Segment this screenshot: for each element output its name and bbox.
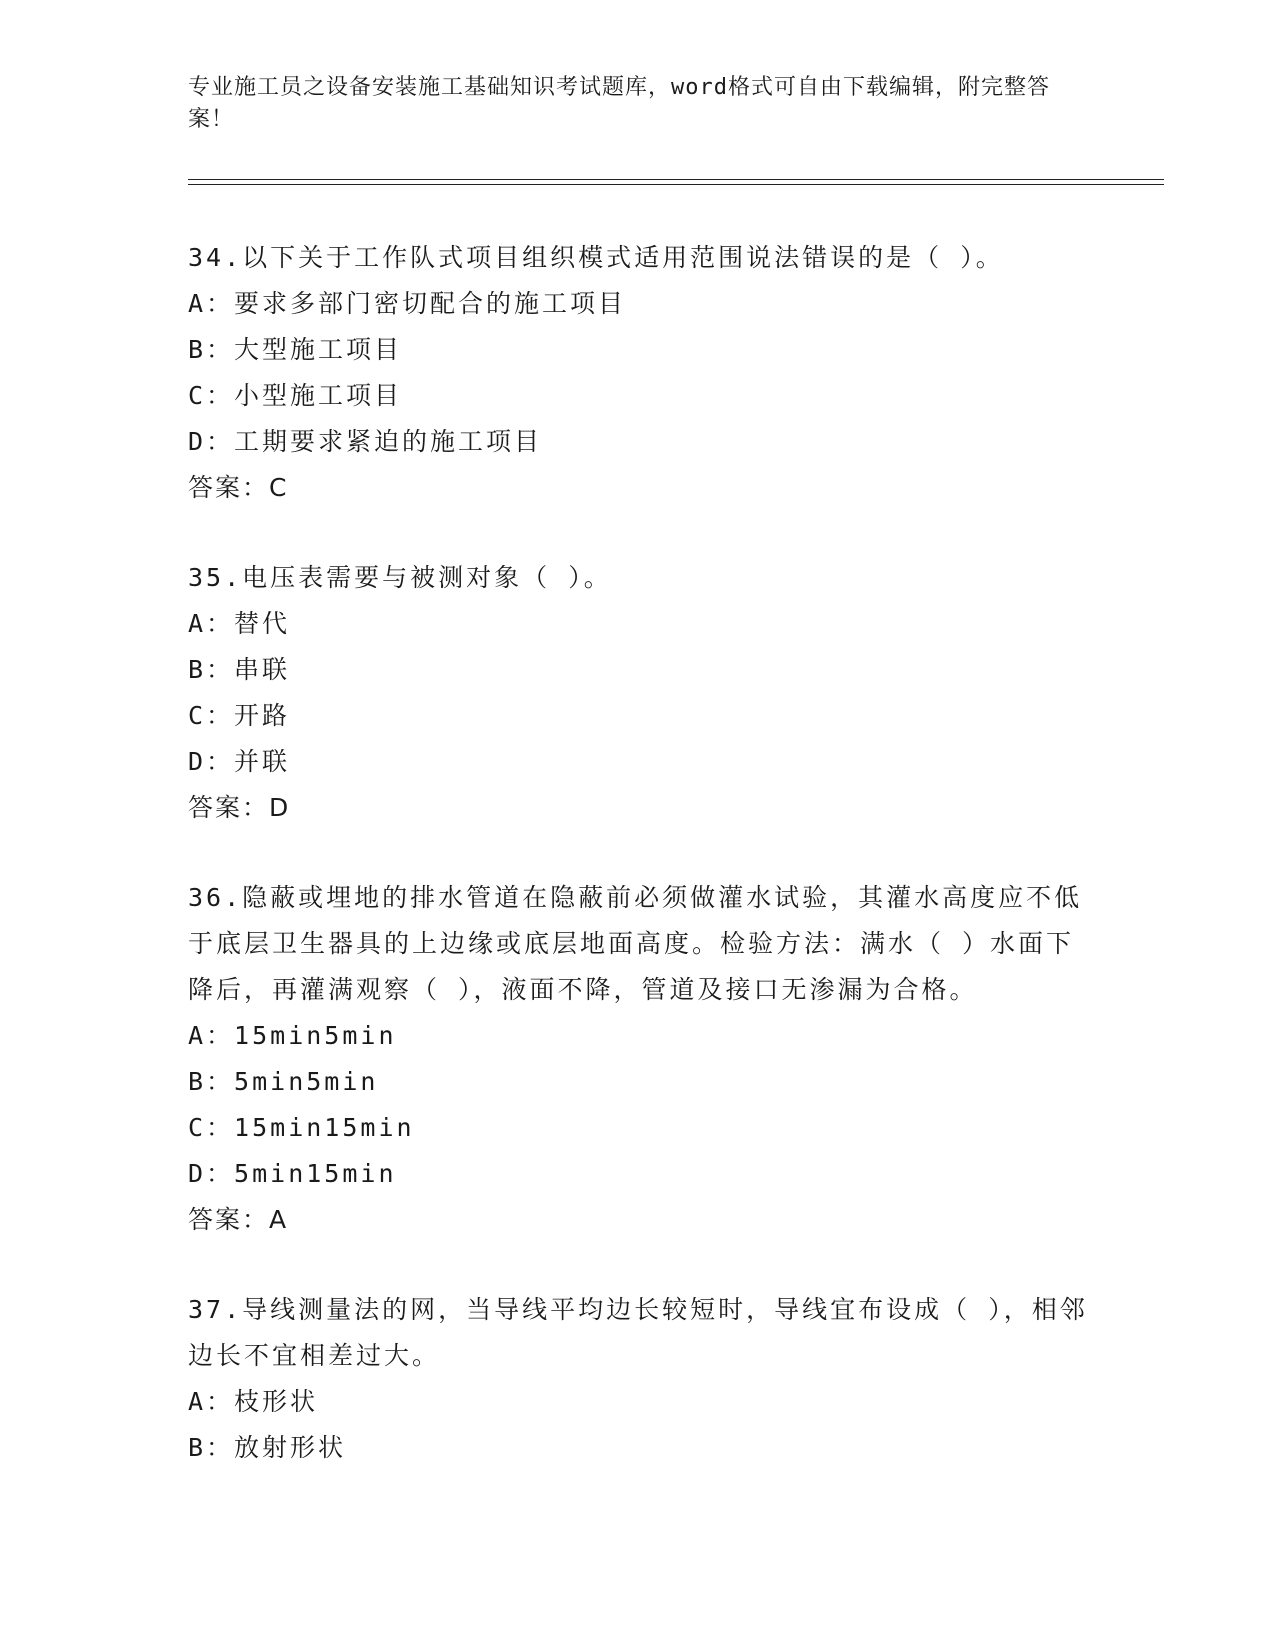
option-a: A：15min5min [188,1021,397,1050]
option-b: B：5min5min [188,1067,379,1096]
option-c: C：小型施工项目 [188,381,403,410]
answer-label: 答案：C [188,473,289,502]
question-35 [188,555,1088,831]
option-b: B：大型施工项目 [188,335,403,364]
answer-label: 答案：D [188,793,291,822]
question-34 [188,235,1088,511]
question-stem: 37.导线测量法的网，当导线平均边长较短时，导线宜布设成（ ），相邻边长不宜相差过大。 [188,1295,1088,1370]
question-list [188,235,1088,1515]
option-a: A：要求多部门密切配合的施工项目 [188,289,627,318]
answer-label: 答案：A [188,1205,289,1234]
question-37 [188,1287,1088,1471]
option-d: D：并联 [188,747,291,776]
option-c: C：开路 [188,701,291,730]
option-c: C：15min15min [188,1113,415,1142]
header-divider-bottom [188,184,1164,185]
option-a: A：枝形状 [188,1387,319,1416]
question-stem: 36.隐蔽或埋地的排水管道在隐蔽前必须做灌水试验，其灌水高度应不低于底层卫生器具的上边缘或底层地面高度。检验方法：满水（ ）水面下降后，再灌满观察（ ），液面不降，管道及接口无渗漏为合格。 [188,883,1083,1004]
option-b: B：串联 [188,655,291,684]
header-divider-top [188,179,1164,180]
option-d: D：5min15min [188,1159,397,1188]
question-36 [188,875,1088,1243]
question-stem: 35.电压表需要与被测对象（ ）。 [188,563,612,592]
option-d: D：工期要求紧迫的施工项目 [188,427,543,456]
question-stem: 34.以下关于工作队式项目组织模式适用范围说法错误的是（ ）。 [188,243,1004,272]
document-header: 专业施工员之设备安装施工基础知识考试题库，word格式可自由下载编辑，附完整答案！ [188,75,1050,132]
option-b: B：放射形状 [188,1433,347,1462]
option-a: A：替代 [188,609,291,638]
